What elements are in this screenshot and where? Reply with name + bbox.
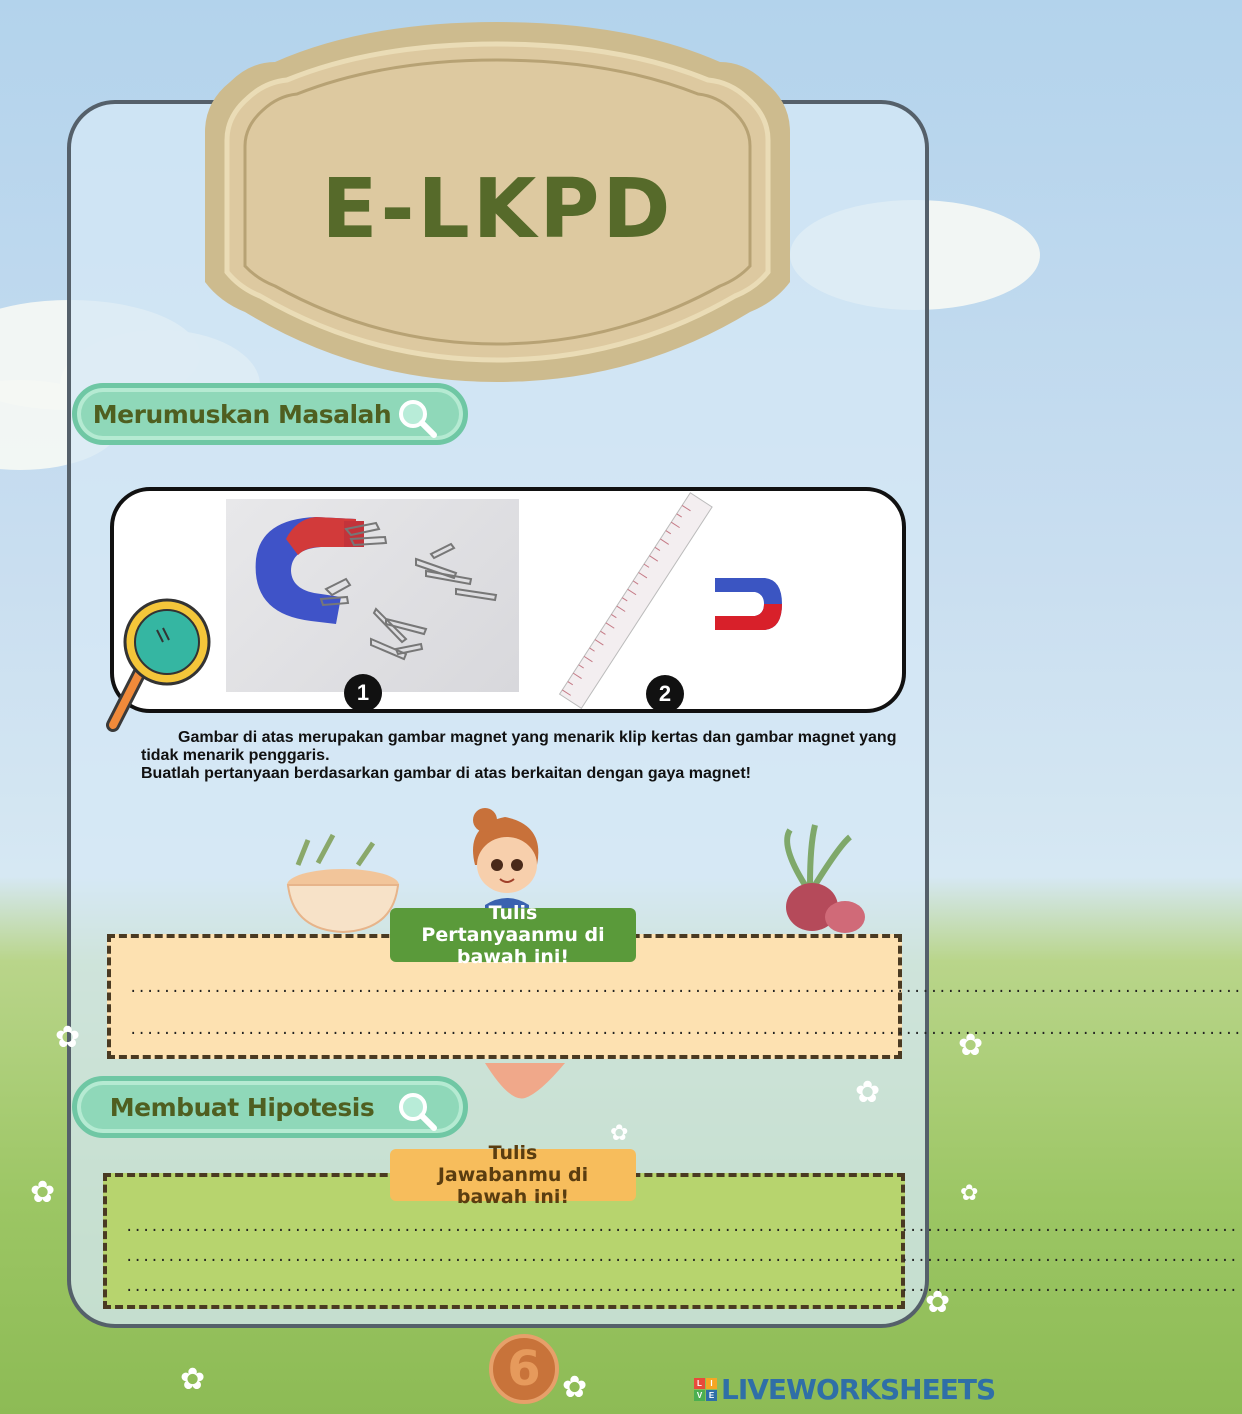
image-number-2: 2 [646,675,684,713]
hypothesis-line-3[interactable]: .................................................................................................................................... [125,1279,1238,1295]
flower-decoration: ✿ [855,1076,881,1109]
vegetable-bowl-illustration [278,835,408,935]
answer-instruction-tag: Tulis Jawabanmu di bawah ini! [390,1149,636,1201]
page-title: E-LKPD [321,162,674,257]
section-label: Merumuskan Masalah [92,399,392,429]
brand-name: LIVEWORKSHEETS [721,1372,996,1406]
image-number-1: 1 [344,674,382,712]
section-label: Membuat Hipotesis [109,1092,375,1122]
instruction-text [141,729,901,783]
flower-decoration: ✿ [960,1180,979,1205]
section-header-membuat-hipotesis [72,1076,468,1138]
liveworksheets-logo-icon: L I V E [694,1378,717,1401]
question-line-2[interactable]: .................................................................................................................................... [129,1022,1242,1038]
page-number-badge: 6 [489,1334,559,1404]
flower-decoration: ✿ [562,1371,588,1404]
flower-decoration: ✿ [55,1021,81,1054]
title-banner [205,22,790,382]
liveworksheets-brand[interactable] [694,1373,995,1405]
ruler-and-magnet-illustration [550,500,790,700]
question-instruction-tag: Tulis Pertanyaanmu di bawah ini! [390,908,636,962]
flower-decoration: ✿ [958,1029,984,1062]
carrot-illustration [480,1058,570,1103]
hypothesis-line-1[interactable]: .................................................................................................................................... [125,1219,1238,1235]
girl-character-illustration [455,805,555,915]
instruction-line-2: Buatlah pertanyaan berdasarkan gambar di atas berkaitan dengan gaya magnet! [141,765,751,782]
search-icon [395,396,439,440]
beetroot-illustration [760,825,870,935]
flower-decoration: ✿ [925,1286,951,1319]
hypothesis-line-2[interactable]: .................................................................................................................................... [125,1249,1238,1265]
flower-decoration: ✿ [610,1120,629,1145]
flower-decoration: ✿ [180,1363,206,1396]
flower-decoration: ✿ [30,1176,56,1209]
magnet-paperclips-photo [226,499,519,692]
magnifier-icon [105,597,215,732]
search-icon [395,1089,439,1133]
section-header-merumuskan-masalah [72,383,468,445]
instruction-line-1: Gambar di atas merupakan gambar magnet yang menarik klip kertas dan gambar magnet yang tidak menarik penggaris. [141,729,897,764]
magnet-paperclips-illustration [226,499,519,692]
question-line-1[interactable]: .................................................................................................................................... [129,980,1242,996]
